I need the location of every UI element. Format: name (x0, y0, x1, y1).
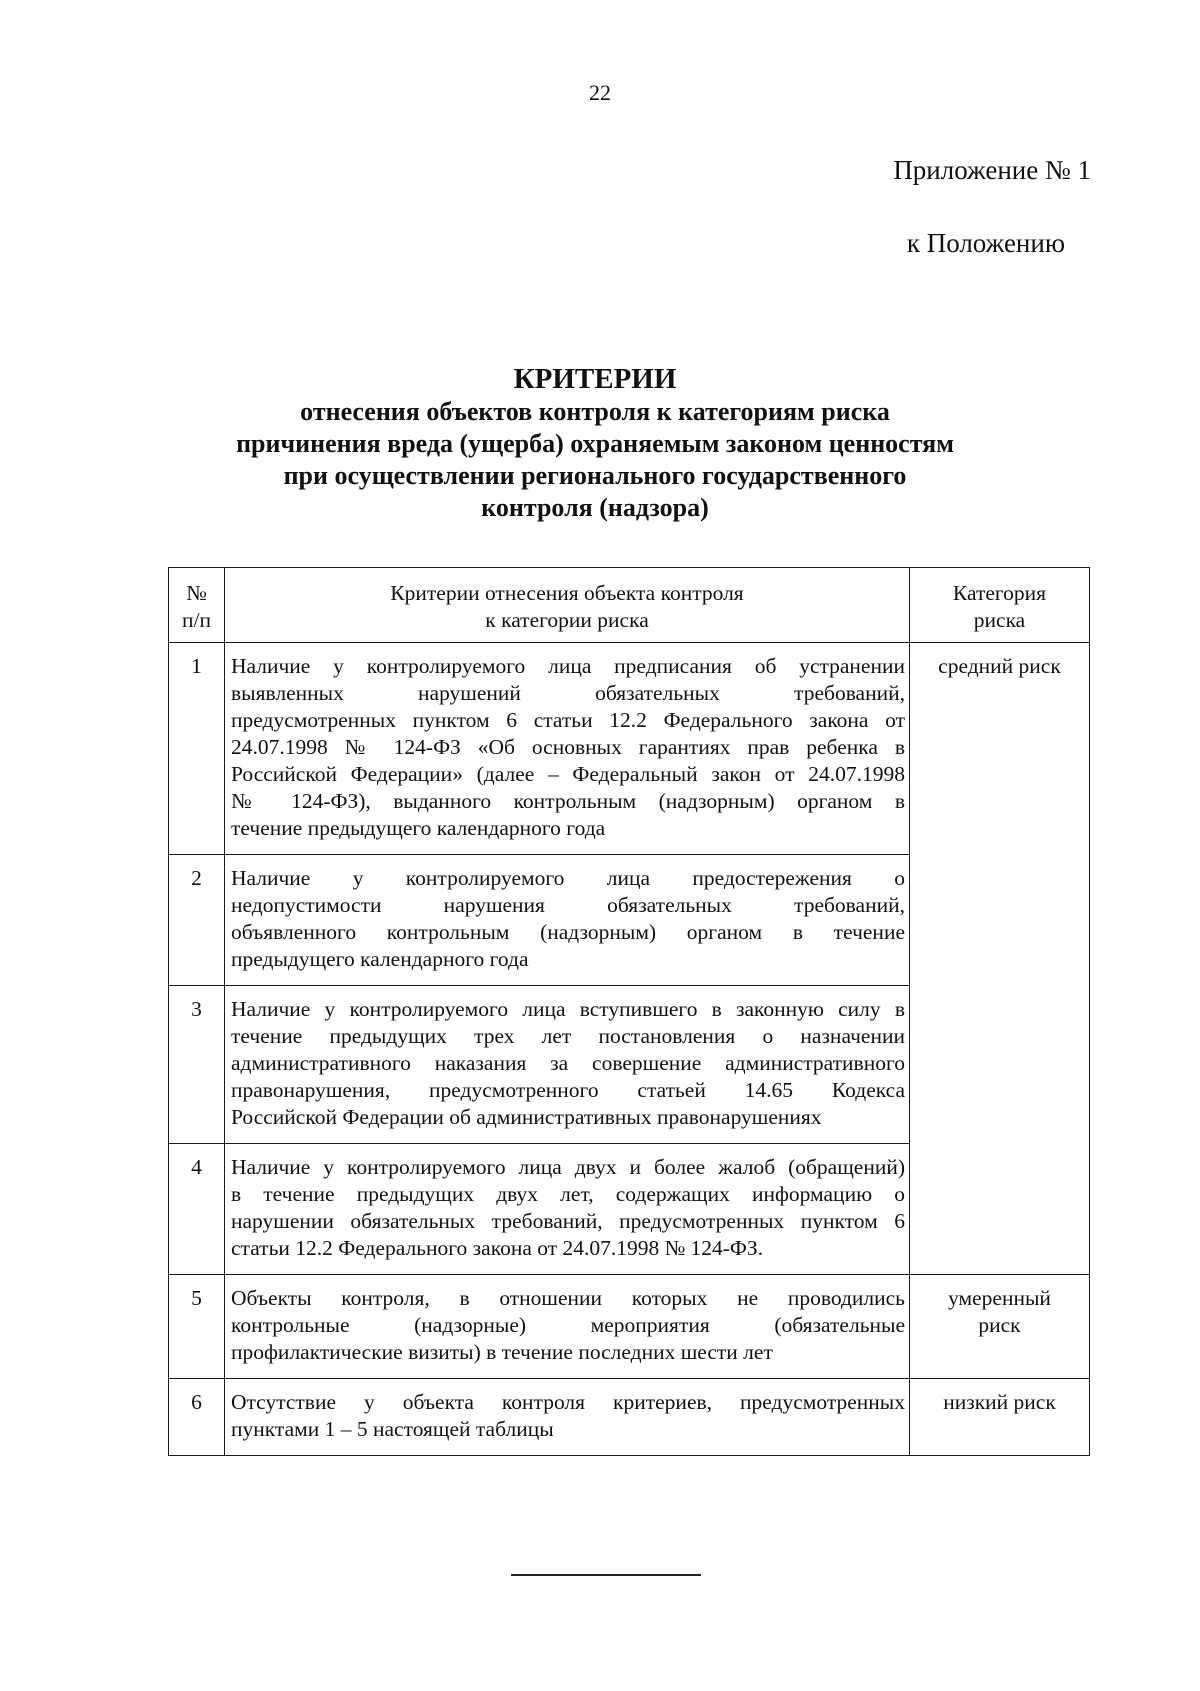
appendix-label: Приложение № 1 (893, 155, 1091, 185)
row-criteria: Объекты контроля, в отношении которых не проводились контрольные (надзорные) мероприятия (обязательные профилактические визиты) в течение последних шести лет (225, 1275, 910, 1379)
table-row (169, 1275, 1090, 1379)
header-category: Категория риска (910, 568, 1090, 643)
criteria-table (168, 567, 1090, 1456)
table-row (169, 643, 1090, 855)
document-subtitle-line: отнесения объектов контроля к категориям риска (300, 397, 890, 426)
appendix-sub: к Положению (906, 228, 1065, 258)
row-number: 6 (169, 1379, 225, 1456)
document-subtitle-line: причинения вреда (ущерба) охраняемым законом ценностям (236, 429, 954, 458)
row-criteria: Наличие у контролируемого лица предостережения о недопустимости нарушения обязательных требований, объявленного контрольным (надзорным) органом в течение предыдущего календарного года (225, 855, 910, 986)
row-number: 3 (169, 986, 225, 1144)
row-criteria: Наличие у контролируемого лица вступившего в законную силу в течение предыдущих трех лет постановления о назначении административного наказания за совершение административного правонарушения, предусмотренного статьей 14.65 Кодекса Российской Федерации об административных правонарушениях (225, 986, 910, 1144)
document-title-block (180, 362, 1010, 524)
category-moderate: умеренный риск (910, 1275, 1090, 1379)
header-num: № п/п (169, 568, 225, 643)
document-subtitle-line: контроля (надзора) (481, 493, 709, 522)
row-number: 5 (169, 1275, 225, 1379)
row-number: 1 (169, 643, 225, 855)
row-criteria: Отсутствие у объекта контроля критериев, предусмотренных пунктами 1 – 5 настоящей таблицы (225, 1379, 910, 1456)
row-criteria: Наличие у контролируемого лица двух и более жалоб (обращений) в течение предыдущих двух лет, содержащих информацию о нарушении обязательных требований, предусмотренных пунктом 6 статьи 12.2 Федерального закона от 24.07.1998 № 124-ФЗ. (225, 1144, 910, 1275)
category-low: низкий риск (910, 1379, 1090, 1456)
row-number: 4 (169, 1144, 225, 1275)
footer-divider (511, 1574, 701, 1576)
row-criteria: Наличие у контролируемого лица предписания об устранении выявленных нарушений обязательных требований, предусмотренных пунктом 6 статьи 12.2 Федерального закона от 24.07.1998 № 124-ФЗ «Об основных гарантиях прав ребенка в Российской Федерации» (далее – Федеральный закон от 24.07.1998 № 124-ФЗ), выданного контрольным (надзорным) органом в течение предыдущего календарного года (225, 643, 910, 855)
row-number: 2 (169, 855, 225, 986)
document-subtitle-line: при осуществлении регионального государственного (283, 461, 907, 490)
category-medium: средний риск (910, 643, 1090, 1275)
page-number: 22 (589, 80, 611, 105)
table-row (169, 1379, 1090, 1456)
header-criteria: Критерии отнесения объекта контроля к категории риска (225, 568, 910, 643)
table-header-row (169, 568, 1090, 643)
document-title: КРИТЕРИИ (513, 363, 677, 395)
